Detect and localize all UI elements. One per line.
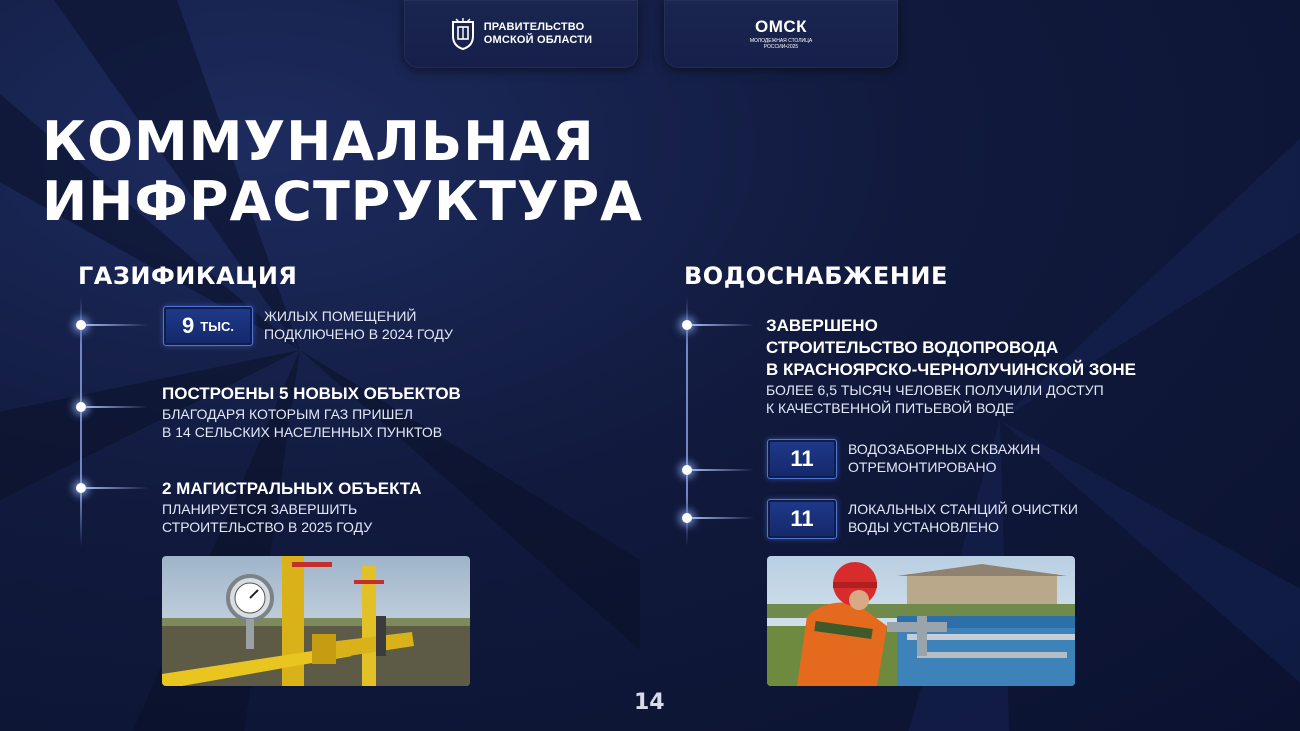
water-badge-stations-number: 11 <box>790 506 814 531</box>
gasification-heading: ГАЗИФИКАЦИЯ <box>78 262 298 290</box>
water-item-1-headline1: ЗАВЕРШЕНО <box>766 316 878 335</box>
water-item-1-line1: БОЛЕЕ 6,5 ТЫСЯЧ ЧЕЛОВЕК ПОЛУЧИЛИ ДОСТУП <box>766 382 1104 398</box>
gasification-item-2 <box>162 383 461 441</box>
water-timeline <box>686 296 688 546</box>
gasification-connector-1 <box>86 324 148 326</box>
water-treatment-photo-illustration <box>767 556 1075 686</box>
gasification-dot-3 <box>76 483 86 493</box>
page-number: 14 <box>634 690 665 715</box>
water-connector-3 <box>692 517 754 519</box>
government-logo-text <box>484 21 593 47</box>
government-logo-line1: ПРАВИТЕЛЬСТВО <box>483 21 585 33</box>
gas-pipeline-photo-illustration <box>162 556 470 686</box>
gasification-item-3-headline: 2 МАГИСТРАЛЬНЫХ ОБЪЕКТА <box>162 479 422 498</box>
omsk-logo-subtitle <box>750 38 812 50</box>
gasification-item-1-line1: ЖИЛЫХ ПОМЕЩЕНИЙ <box>264 308 417 324</box>
water-item-1-headline2: СТРОИТЕЛЬСТВО ВОДОПРОВОДА <box>766 338 1059 357</box>
government-logo-card <box>404 0 638 68</box>
water-item-1-line2: К КАЧЕСТВЕННОЙ ПИТЬЕВОЙ ВОДЕ <box>766 400 1015 416</box>
gasification-item-3-line1: ПЛАНИРУЕТСЯ ЗАВЕРШИТЬ <box>162 501 358 517</box>
gas-pipeline-photo <box>162 556 470 686</box>
water-dot-2 <box>682 465 692 475</box>
omsk-logo-card <box>664 0 898 68</box>
water-badge-stations <box>767 499 837 539</box>
omsk-logo-sub-line1: МОЛОДЕЖНАЯ СТОЛИЦА <box>749 38 813 44</box>
gasification-connector-2 <box>86 406 148 408</box>
omsk-logo-sub-line2: РОССИИ•2025 <box>763 44 799 50</box>
water-badge-wells-number: 11 <box>790 446 814 471</box>
water-connector-2 <box>692 469 754 471</box>
gasification-item-2-line1: БЛАГОДАРЯ КОТОРЫМ ГАЗ ПРИШЕЛ <box>162 406 413 422</box>
gasification-item-1-line2: ПОДКЛЮЧЕНО В 2024 ГОДУ <box>264 326 453 342</box>
gasification-dot-1 <box>76 320 86 330</box>
water-dot-3 <box>682 513 692 523</box>
water-item-3-line1: ЛОКАЛЬНЫХ СТАНЦИЙ ОЧИСТКИ <box>848 501 1078 517</box>
gasification-connector-3 <box>86 487 148 489</box>
omsk-logo-name: ОМСК <box>754 17 808 36</box>
gasification-dot-2 <box>76 402 86 412</box>
gasification-timeline <box>80 296 82 546</box>
water-dot-1 <box>682 320 692 330</box>
water-connector-1 <box>692 324 754 326</box>
page-title-line2: ИНФРАСТРУКТУРА <box>42 170 643 233</box>
gasification-item-2-headline: ПОСТРОЕНЫ 5 НОВЫХ ОБЪЕКТОВ <box>162 384 461 403</box>
gasification-item-3-line2: СТРОИТЕЛЬСТВО В 2025 ГОДУ <box>162 519 373 535</box>
gasification-item-2-line2: В 14 СЕЛЬСКИХ НАСЕЛЕННЫХ ПУНКТОВ <box>162 424 443 440</box>
gasification-badge-number: 9 <box>182 313 195 338</box>
gasification-badge <box>163 306 253 346</box>
page-title-line1: КОММУНАЛЬНАЯ <box>42 110 595 173</box>
water-heading: ВОДОСНАБЖЕНИЕ <box>684 262 948 290</box>
coat-of-arms-icon <box>450 18 476 50</box>
water-item-1-headline3: В КРАСНОЯРСКО-ЧЕРНОЛУЧИНСКОЙ ЗОНЕ <box>766 360 1137 379</box>
gasification-badge-unit: ТЫС. <box>200 318 234 334</box>
page-title <box>42 112 643 232</box>
gasification-item-3 <box>162 478 421 536</box>
water-item-1 <box>766 315 1136 417</box>
water-treatment-photo <box>767 556 1075 686</box>
water-item-2-line2: ОТРЕМОНТИРОВАНО <box>848 459 997 475</box>
government-logo-line2: ОМСКОЙ ОБЛАСТИ <box>483 34 593 46</box>
water-badge-wells <box>767 439 837 479</box>
water-item-2 <box>848 440 1040 476</box>
water-item-2-line1: ВОДОЗАБОРНЫХ СКВАЖИН <box>848 441 1041 457</box>
gasification-item-1 <box>264 307 453 343</box>
water-item-3 <box>848 500 1078 536</box>
water-item-3-line2: ВОДЫ УСТАНОВЛЕНО <box>848 519 999 535</box>
